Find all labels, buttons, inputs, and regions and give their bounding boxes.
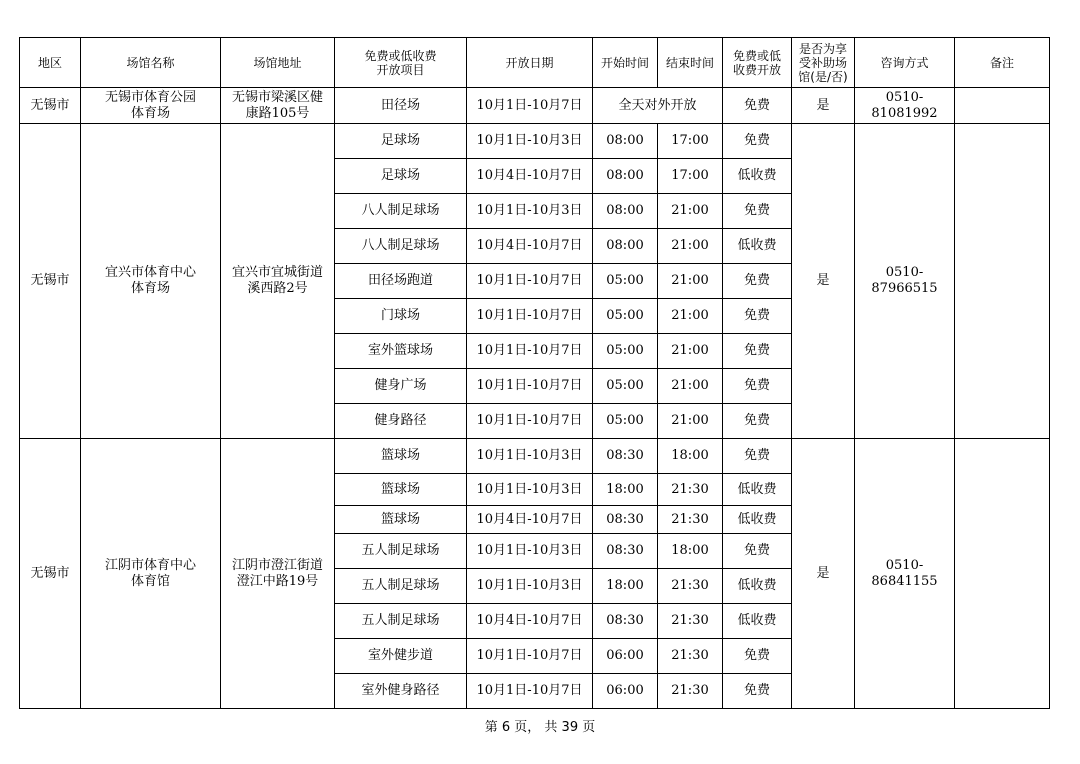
start-time-cell: 18:00 — [593, 569, 658, 604]
date-cell: 10月1日-10月7日 — [467, 674, 593, 709]
end-time-cell: 21:00 — [658, 369, 723, 404]
start-time-cell: 08:00 — [593, 194, 658, 229]
project-cell: 篮球场 — [335, 439, 467, 474]
remark-cell — [955, 439, 1050, 709]
date-cell: 10月4日-10月7日 — [467, 604, 593, 639]
end-time-cell: 21:00 — [658, 229, 723, 264]
subsidy-cell: 是 — [792, 88, 855, 124]
venue-name-cell: 江阴市体育中心 体育馆 — [81, 439, 221, 709]
end-time-cell: 17:00 — [658, 159, 723, 194]
start-time-cell: 08:00 — [593, 229, 658, 264]
header-region: 地区 — [20, 38, 81, 88]
project-cell: 足球场 — [335, 159, 467, 194]
fee-cell: 免费 — [723, 88, 792, 124]
header-fee: 免费或低 收费开放 — [723, 38, 792, 88]
project-cell: 五人制足球场 — [335, 604, 467, 639]
table-row — [20, 124, 1050, 159]
start-time-cell: 05:00 — [593, 299, 658, 334]
fee-cell: 免费 — [723, 299, 792, 334]
start-time-cell: 05:00 — [593, 334, 658, 369]
region-cell: 无锡市 — [20, 124, 81, 439]
header-row — [20, 38, 1050, 88]
start-time-cell: 18:00 — [593, 474, 658, 506]
table-row — [20, 439, 1050, 474]
venue-schedule-table — [19, 37, 1050, 709]
header-subsidy: 是否为享 受补助场 馆(是/否) — [792, 38, 855, 88]
fee-cell: 免费 — [723, 194, 792, 229]
subsidy-cell: 是 — [792, 439, 855, 709]
project-cell: 篮球场 — [335, 474, 467, 506]
fee-cell: 免费 — [723, 264, 792, 299]
date-cell: 10月4日-10月7日 — [467, 159, 593, 194]
start-time-cell: 08:30 — [593, 604, 658, 639]
remark-cell — [955, 88, 1050, 124]
project-cell: 室外篮球场 — [335, 334, 467, 369]
end-time-cell: 21:00 — [658, 194, 723, 229]
date-cell: 10月1日-10月3日 — [467, 569, 593, 604]
remark-cell — [955, 124, 1050, 439]
header-date: 开放日期 — [467, 38, 593, 88]
fee-cell: 低收费 — [723, 604, 792, 639]
project-cell: 室外健身路径 — [335, 674, 467, 709]
end-time-cell: 21:30 — [658, 474, 723, 506]
project-cell: 田径场跑道 — [335, 264, 467, 299]
header-venue-address: 场馆地址 — [221, 38, 335, 88]
date-cell: 10月1日-10月3日 — [467, 124, 593, 159]
fee-cell: 免费 — [723, 369, 792, 404]
contact-cell: 0510-87966515 — [855, 124, 955, 439]
date-cell: 10月1日-10月7日 — [467, 369, 593, 404]
project-cell: 篮球场 — [335, 506, 467, 534]
start-time-cell: 05:00 — [593, 404, 658, 439]
end-time-cell: 21:30 — [658, 674, 723, 709]
start-time-cell: 08:30 — [593, 506, 658, 534]
end-time-cell: 21:00 — [658, 334, 723, 369]
project-cell: 健身广场 — [335, 369, 467, 404]
project-cell: 八人制足球场 — [335, 229, 467, 264]
venue-address-cell: 江阴市澄江街道 澄江中路19号 — [221, 439, 335, 709]
header-project: 免费或低收费 开放项目 — [335, 38, 467, 88]
date-cell: 10月1日-10月3日 — [467, 439, 593, 474]
project-cell: 田径场 — [335, 88, 467, 124]
fee-cell: 低收费 — [723, 506, 792, 534]
start-time-cell: 08:00 — [593, 159, 658, 194]
date-cell: 10月1日-10月7日 — [467, 299, 593, 334]
contact-cell: 0510-81081992 — [855, 88, 955, 124]
header-remark: 备注 — [955, 38, 1050, 88]
start-time-cell: 05:00 — [593, 369, 658, 404]
region-cell: 无锡市 — [20, 88, 81, 124]
fee-cell: 免费 — [723, 534, 792, 569]
region-cell: 无锡市 — [20, 439, 81, 709]
contact-cell: 0510-86841155 — [855, 439, 955, 709]
header-start-time: 开始时间 — [593, 38, 658, 88]
project-cell: 足球场 — [335, 124, 467, 159]
venue-name-cell: 宜兴市体育中心 体育场 — [81, 124, 221, 439]
fee-cell: 低收费 — [723, 474, 792, 506]
start-time-cell: 05:00 — [593, 264, 658, 299]
start-time-cell: 08:30 — [593, 534, 658, 569]
header-contact: 咨询方式 — [855, 38, 955, 88]
fee-cell: 低收费 — [723, 569, 792, 604]
fee-cell: 免费 — [723, 439, 792, 474]
end-time-cell: 21:30 — [658, 604, 723, 639]
all-day-cell: 全天对外开放 — [593, 88, 723, 124]
date-cell: 10月1日-10月7日 — [467, 264, 593, 299]
project-cell: 健身路径 — [335, 404, 467, 439]
fee-cell: 免费 — [723, 124, 792, 159]
table-row — [20, 88, 1050, 124]
venue-address-cell: 无锡市梁溪区健 康路105号 — [221, 88, 335, 124]
date-cell: 10月1日-10月3日 — [467, 534, 593, 569]
fee-cell: 低收费 — [723, 229, 792, 264]
end-time-cell: 18:00 — [658, 439, 723, 474]
date-cell: 10月1日-10月7日 — [467, 404, 593, 439]
fee-cell: 免费 — [723, 639, 792, 674]
date-cell: 10月4日-10月7日 — [467, 229, 593, 264]
date-cell: 10月1日-10月3日 — [467, 194, 593, 229]
fee-cell: 低收费 — [723, 159, 792, 194]
date-cell: 10月1日-10月7日 — [467, 88, 593, 124]
project-cell: 五人制足球场 — [335, 569, 467, 604]
project-cell: 五人制足球场 — [335, 534, 467, 569]
project-cell: 八人制足球场 — [335, 194, 467, 229]
header-end-time: 结束时间 — [658, 38, 723, 88]
end-time-cell: 21:30 — [658, 569, 723, 604]
project-cell: 门球场 — [335, 299, 467, 334]
venue-address-cell: 宜兴市宜城街道 溪西路2号 — [221, 124, 335, 439]
start-time-cell: 06:00 — [593, 674, 658, 709]
subsidy-cell: 是 — [792, 124, 855, 439]
fee-cell: 免费 — [723, 674, 792, 709]
date-cell: 10月4日-10月7日 — [467, 506, 593, 534]
start-time-cell: 08:00 — [593, 124, 658, 159]
fee-cell: 免费 — [723, 334, 792, 369]
date-cell: 10月1日-10月7日 — [467, 639, 593, 674]
project-cell: 室外健步道 — [335, 639, 467, 674]
date-cell: 10月1日-10月3日 — [467, 474, 593, 506]
end-time-cell: 18:00 — [658, 534, 723, 569]
start-time-cell: 06:00 — [593, 639, 658, 674]
page-footer: 第 6 页， 共 39 页 — [484, 720, 596, 735]
end-time-cell: 17:00 — [658, 124, 723, 159]
end-time-cell: 21:00 — [658, 299, 723, 334]
fee-cell: 免费 — [723, 404, 792, 439]
end-time-cell: 21:30 — [658, 506, 723, 534]
venue-name-cell: 无锡市体育公园 体育场 — [81, 88, 221, 124]
header-venue-name: 场馆名称 — [81, 38, 221, 88]
date-cell: 10月1日-10月7日 — [467, 334, 593, 369]
start-time-cell: 08:30 — [593, 439, 658, 474]
end-time-cell: 21:00 — [658, 264, 723, 299]
end-time-cell: 21:30 — [658, 639, 723, 674]
end-time-cell: 21:00 — [658, 404, 723, 439]
